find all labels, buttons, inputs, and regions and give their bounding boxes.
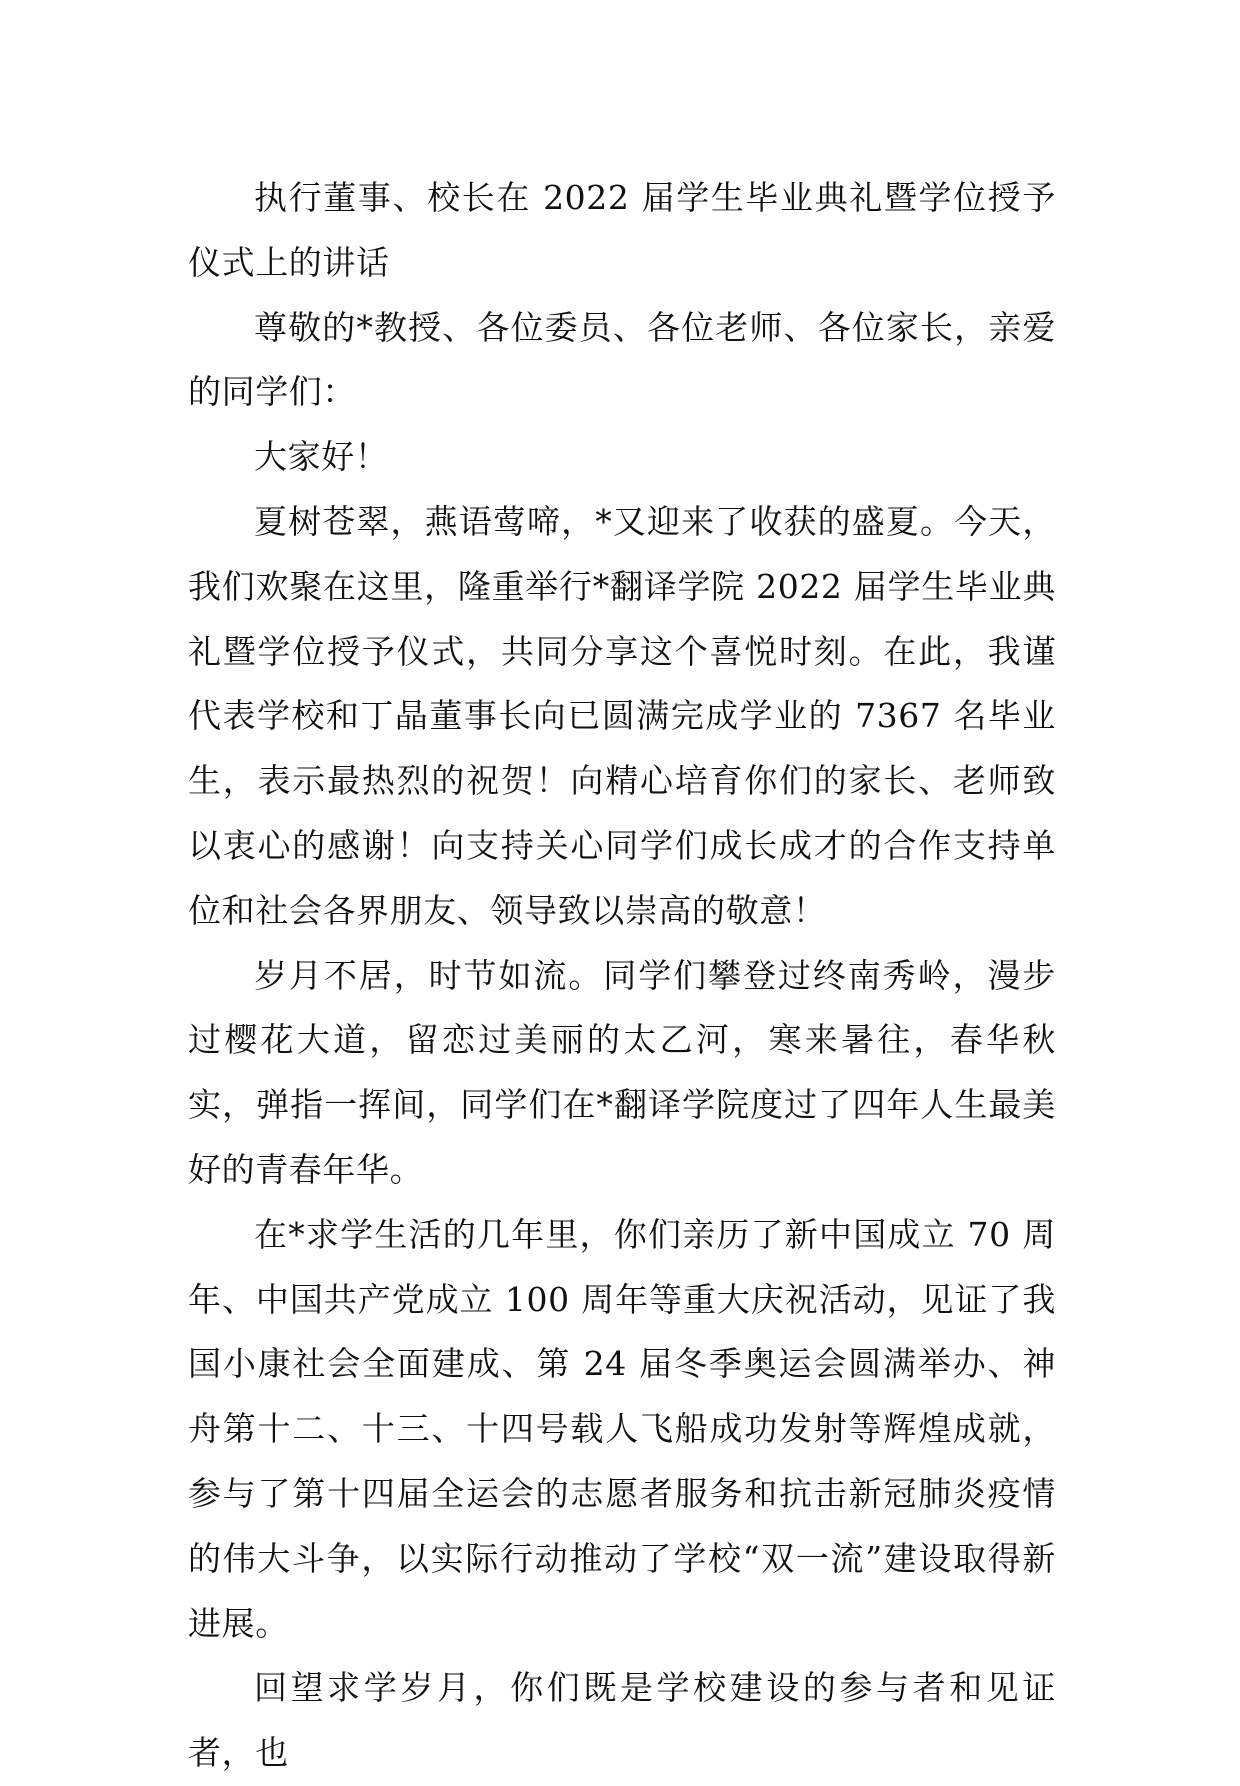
greeting-paragraph: 大家好！ xyxy=(254,437,389,477)
body-paragraph: 夏树苍翠，燕语莺啼，*又迎来了收获的盛夏。今天，我们欢聚在这里，隆重举行*翻译学院 2022 届学生毕业典礼暨学位授予仪式，共同分享这个喜悦时刻。在此，我谨代表学校和丁晶董事长向已圆满完成学业的 7367 名毕业生，表示最热烈的祝贺！向精心培育你们的家长、老师致以衷心的感谢！向支持关心同学们成长成才的合作支持单位和社会各界朋友、领导致以崇高的敬意！ xyxy=(188,501,1056,930)
speech-title: 执行董事、校长在 2022 届学生毕业典礼暨学位授予仪式上的讲话 xyxy=(188,178,1056,282)
salutation-paragraph: 尊敬的*教授、各位委员、各位老师、各位家长，亲爱的同学们： xyxy=(188,307,1056,412)
body-paragraph: 岁月不居，时节如流。同学们攀登过终南秀岭，漫步过樱花大道，留恋过美丽的太乙河，寒来暑往，春华秋实，弹指一挥间，同学们在*翻译学院度过了四年人生最美好的青春年华。 xyxy=(188,955,1056,1189)
body-paragraph: 在*求学生活的几年里，你们亲历了新中国成立 70 周年、中国共产党成立 100 周年等重大庆祝活动，见证了我国小康社会全面建成、第 24 届冬季奥运会圆满举办、神舟第十二、十三、十四号载人飞船成功发射等辉煌成就，参与了第十四届全运会的志愿者服务和抗击新冠肺炎疫情的伟大斗争，以实际行动推动了学校“双一流”建设取得新进展。 xyxy=(188,1214,1056,1643)
speech-body xyxy=(188,166,1056,1786)
body-paragraph: 回望求学岁月，你们既是学校建设的参与者和见证者，也 xyxy=(188,1668,1056,1773)
